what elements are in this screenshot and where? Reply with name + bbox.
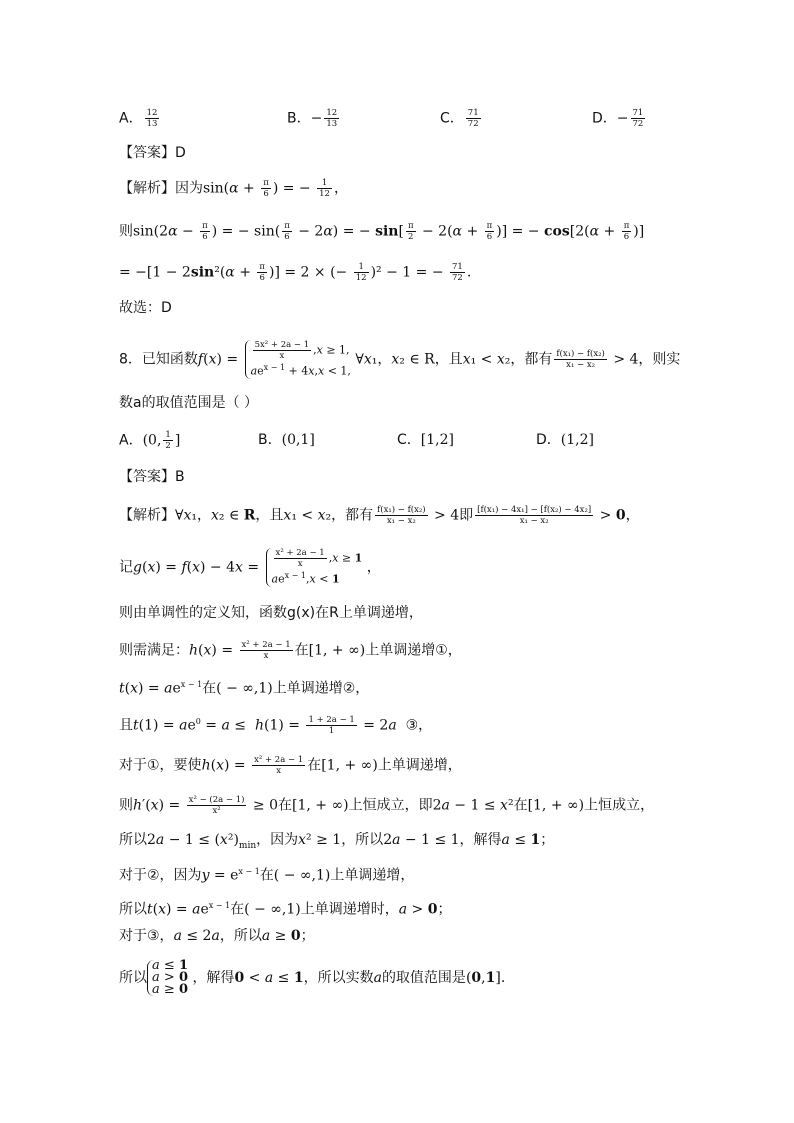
q8-option-b: B．(0,1]	[258, 432, 315, 448]
q7-choice: 故选：D	[119, 300, 172, 316]
q8-option-c: C．[1,2]	[397, 432, 454, 448]
q7-analysis-line-3: = −[1 − 2sin²(α + $\frac{\pi}{6}$ )] = 2 × (− $\frac{1}{12}$ )² − 1 = − $\frac{71}{72}$ .	[119, 262, 472, 283]
q8-analysis-line-13: 所以 a ≤ 1 a > 0 a ≥ 0 ，解得0 < a ≤ 1，所以实数a的取值范围是(0,1].	[119, 958, 506, 997]
q8-analysis-line-10: 对于②，因为$y = e^{x - 1}$在( − ∞,1)上单调递增，	[119, 867, 415, 884]
option-b: B．− $\frac{12}{13}$	[287, 108, 338, 129]
option-c: C． $\frac{71}{72}$	[440, 108, 479, 129]
q7-analysis-line-2: 则sin(2α − $\frac{\pi}{6}$ ) = − sin( $\frac{\pi}{6}$ − 2α) = − sin[ $\frac{\pi}{2}$ − 2(α + $\frac{\pi}{6}$ )] = − cos[2(α + $\frac{\pi}{6}$ )]	[119, 221, 645, 242]
q7-analysis-line-1: 【解析】因为sin(α + $\frac{\pi}{6}$ ) = − $\frac{1}{12}$ ，	[119, 178, 348, 199]
q8-analysis-line-11: 所以$t(x) = ae^{x - 1}$在( − ∞,1)上单调递增时，a > 0；	[119, 901, 452, 918]
q8-option-d: D．(1,2]	[536, 432, 594, 448]
q8-answer: 【答案】B	[119, 469, 185, 485]
q8-analysis-line-6: 且$t(1) = ae^0 = a \le h(1)$ = $\frac{1 + 2a - 1}{1}$ = 2a ③，	[119, 715, 433, 737]
q8-analysis-line-7: 对于①，要使h(x) = $\frac{\text{x² + 2a − 1}}{x}$ 在[1, + ∞)上单调递增，	[119, 755, 462, 776]
q8-analysis-line-1: 【解析】∀x₁，x₂ ∈ R，且x₁ < x₂，都有 $\frac{\text{f(x₁) − f(x₂)}}{\text{x₁ − x₂}}$ > 4即 $\frac{\text{[f(x₁) − 4x₁] − [f(x₂) − 4x₂]}}{\text{x₁ − x₂}}$ > 0，	[119, 505, 640, 526]
q8-analysis-line-4: 则需满足：h(x) = $\frac{\text{x² + 2a − 1}}{x}$ 在[1, + ∞)上单调递增①，	[119, 640, 462, 661]
option-d: D．− $\frac{71}{72}$	[592, 108, 644, 129]
q7-answer: 【答案】D	[119, 145, 186, 161]
q8-analysis-line-12: 对于③，a ≤ 2a，所以a ≥ 0；	[119, 928, 315, 944]
q8-analysis-line-2: 记g(x) = f(x) − 4x = $\frac{\text{x² + 2a − 1}}{x}$ ,x ≥ 1 $ae^{x - 1},x < 1$ ，	[119, 548, 381, 586]
q8-analysis-line-9: 所以$2a - 1 \le (x^2)_{min}$，因为x² ≥ 1，所以2a − 1 ≤ 1，解得a ≤ 1；	[119, 832, 555, 851]
option-a: A． $\frac{12}{13}$	[119, 108, 158, 129]
q8-analysis-line-3: 则由单调性的定义知，函数g(x)在R上单调递增，	[119, 605, 423, 621]
q8-option-a: A．(0, $\frac{1}{2}$ ]	[119, 430, 181, 451]
q8-analysis-line-5: $t(x) = ae^{x - 1}$在( − ∞,1)上单调递增②，	[119, 680, 370, 697]
q8-stem-line-2: 数a的取值范围是（ ）	[119, 395, 259, 411]
q8-stem-line-1: 8．已知函数f(x) = $\frac{\text{5x² + 2a − 1}}{x}$ ,x ≥ 1, $ae^{x - 1} + 4x,x < 1$, ∀x₁，x₂ ∈ R，且x₁ < x₂，都有 $\frac{\text{f(x₁) − f(x₂)}}{\text{x₁ − x₂}}$ > 4，则实	[119, 340, 681, 378]
q8-analysis-line-8: 则h′(x) = $\frac{\text{x² − (2a − 1)}}{\text{x²}}$ ≥ 0在[1, + ∞)上恒成立，即2a − 1 ≤ x²在[1, + ∞)上恒成立，	[119, 795, 655, 816]
